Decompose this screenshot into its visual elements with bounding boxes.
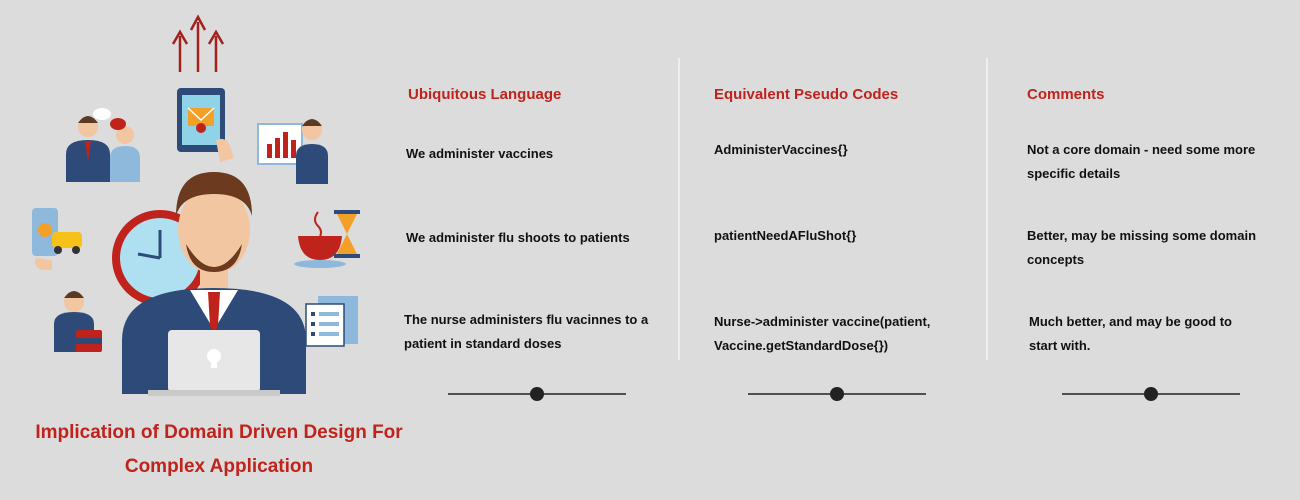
column-1-separator bbox=[448, 386, 626, 402]
pseudo-row-1: AdministerVaccines{} bbox=[714, 142, 848, 157]
main-title bbox=[10, 416, 428, 484]
developer-illustration bbox=[0, 0, 400, 420]
phone-taxi-icon bbox=[32, 208, 82, 270]
heading-ubiquitous-language: Ubiquitous Language bbox=[408, 86, 562, 103]
pseudo-row-2: patientNeedAFluShot{} bbox=[714, 228, 857, 243]
hourglass-icon bbox=[334, 210, 360, 258]
heading-comments: Comments bbox=[1027, 86, 1105, 103]
growth-arrows-icon bbox=[173, 17, 223, 72]
tablet-email-icon bbox=[177, 88, 234, 162]
comment-row-1: Not a core domain - need some more specific details bbox=[1027, 142, 1256, 181]
businessman-briefcase-icon bbox=[54, 291, 102, 352]
presentation-chart-icon bbox=[258, 119, 328, 184]
documents-icon bbox=[306, 296, 358, 346]
chat-people-icon bbox=[66, 108, 140, 182]
column-3-separator bbox=[1062, 386, 1240, 402]
main-title-line-2: Complex Application bbox=[124, 456, 314, 477]
column-divider bbox=[678, 58, 680, 360]
column-divider bbox=[986, 58, 988, 360]
pseudo-row-3: Nurse->administer vaccine(patient, Vaccine.getStandardDose{}) bbox=[714, 314, 931, 353]
ubiquitous-row-2: We administer flu shoots to patients bbox=[406, 230, 630, 245]
ubiquitous-row-3: The nurse administers flu vacinnes to a patient in standard doses bbox=[404, 312, 649, 351]
comment-row-3: Much better, and may be good to start with. bbox=[1029, 314, 1232, 353]
heading-pseudo-codes: Equivalent Pseudo Codes bbox=[714, 86, 899, 103]
column-2-separator bbox=[748, 386, 926, 402]
comment-row-2: Better, may be missing some domain concepts bbox=[1027, 228, 1257, 267]
coffee-cup-icon bbox=[294, 212, 346, 268]
ubiquitous-row-1: We administer vaccines bbox=[406, 146, 554, 161]
main-title-line-1: Implication of Domain Driven Design For bbox=[35, 422, 403, 443]
